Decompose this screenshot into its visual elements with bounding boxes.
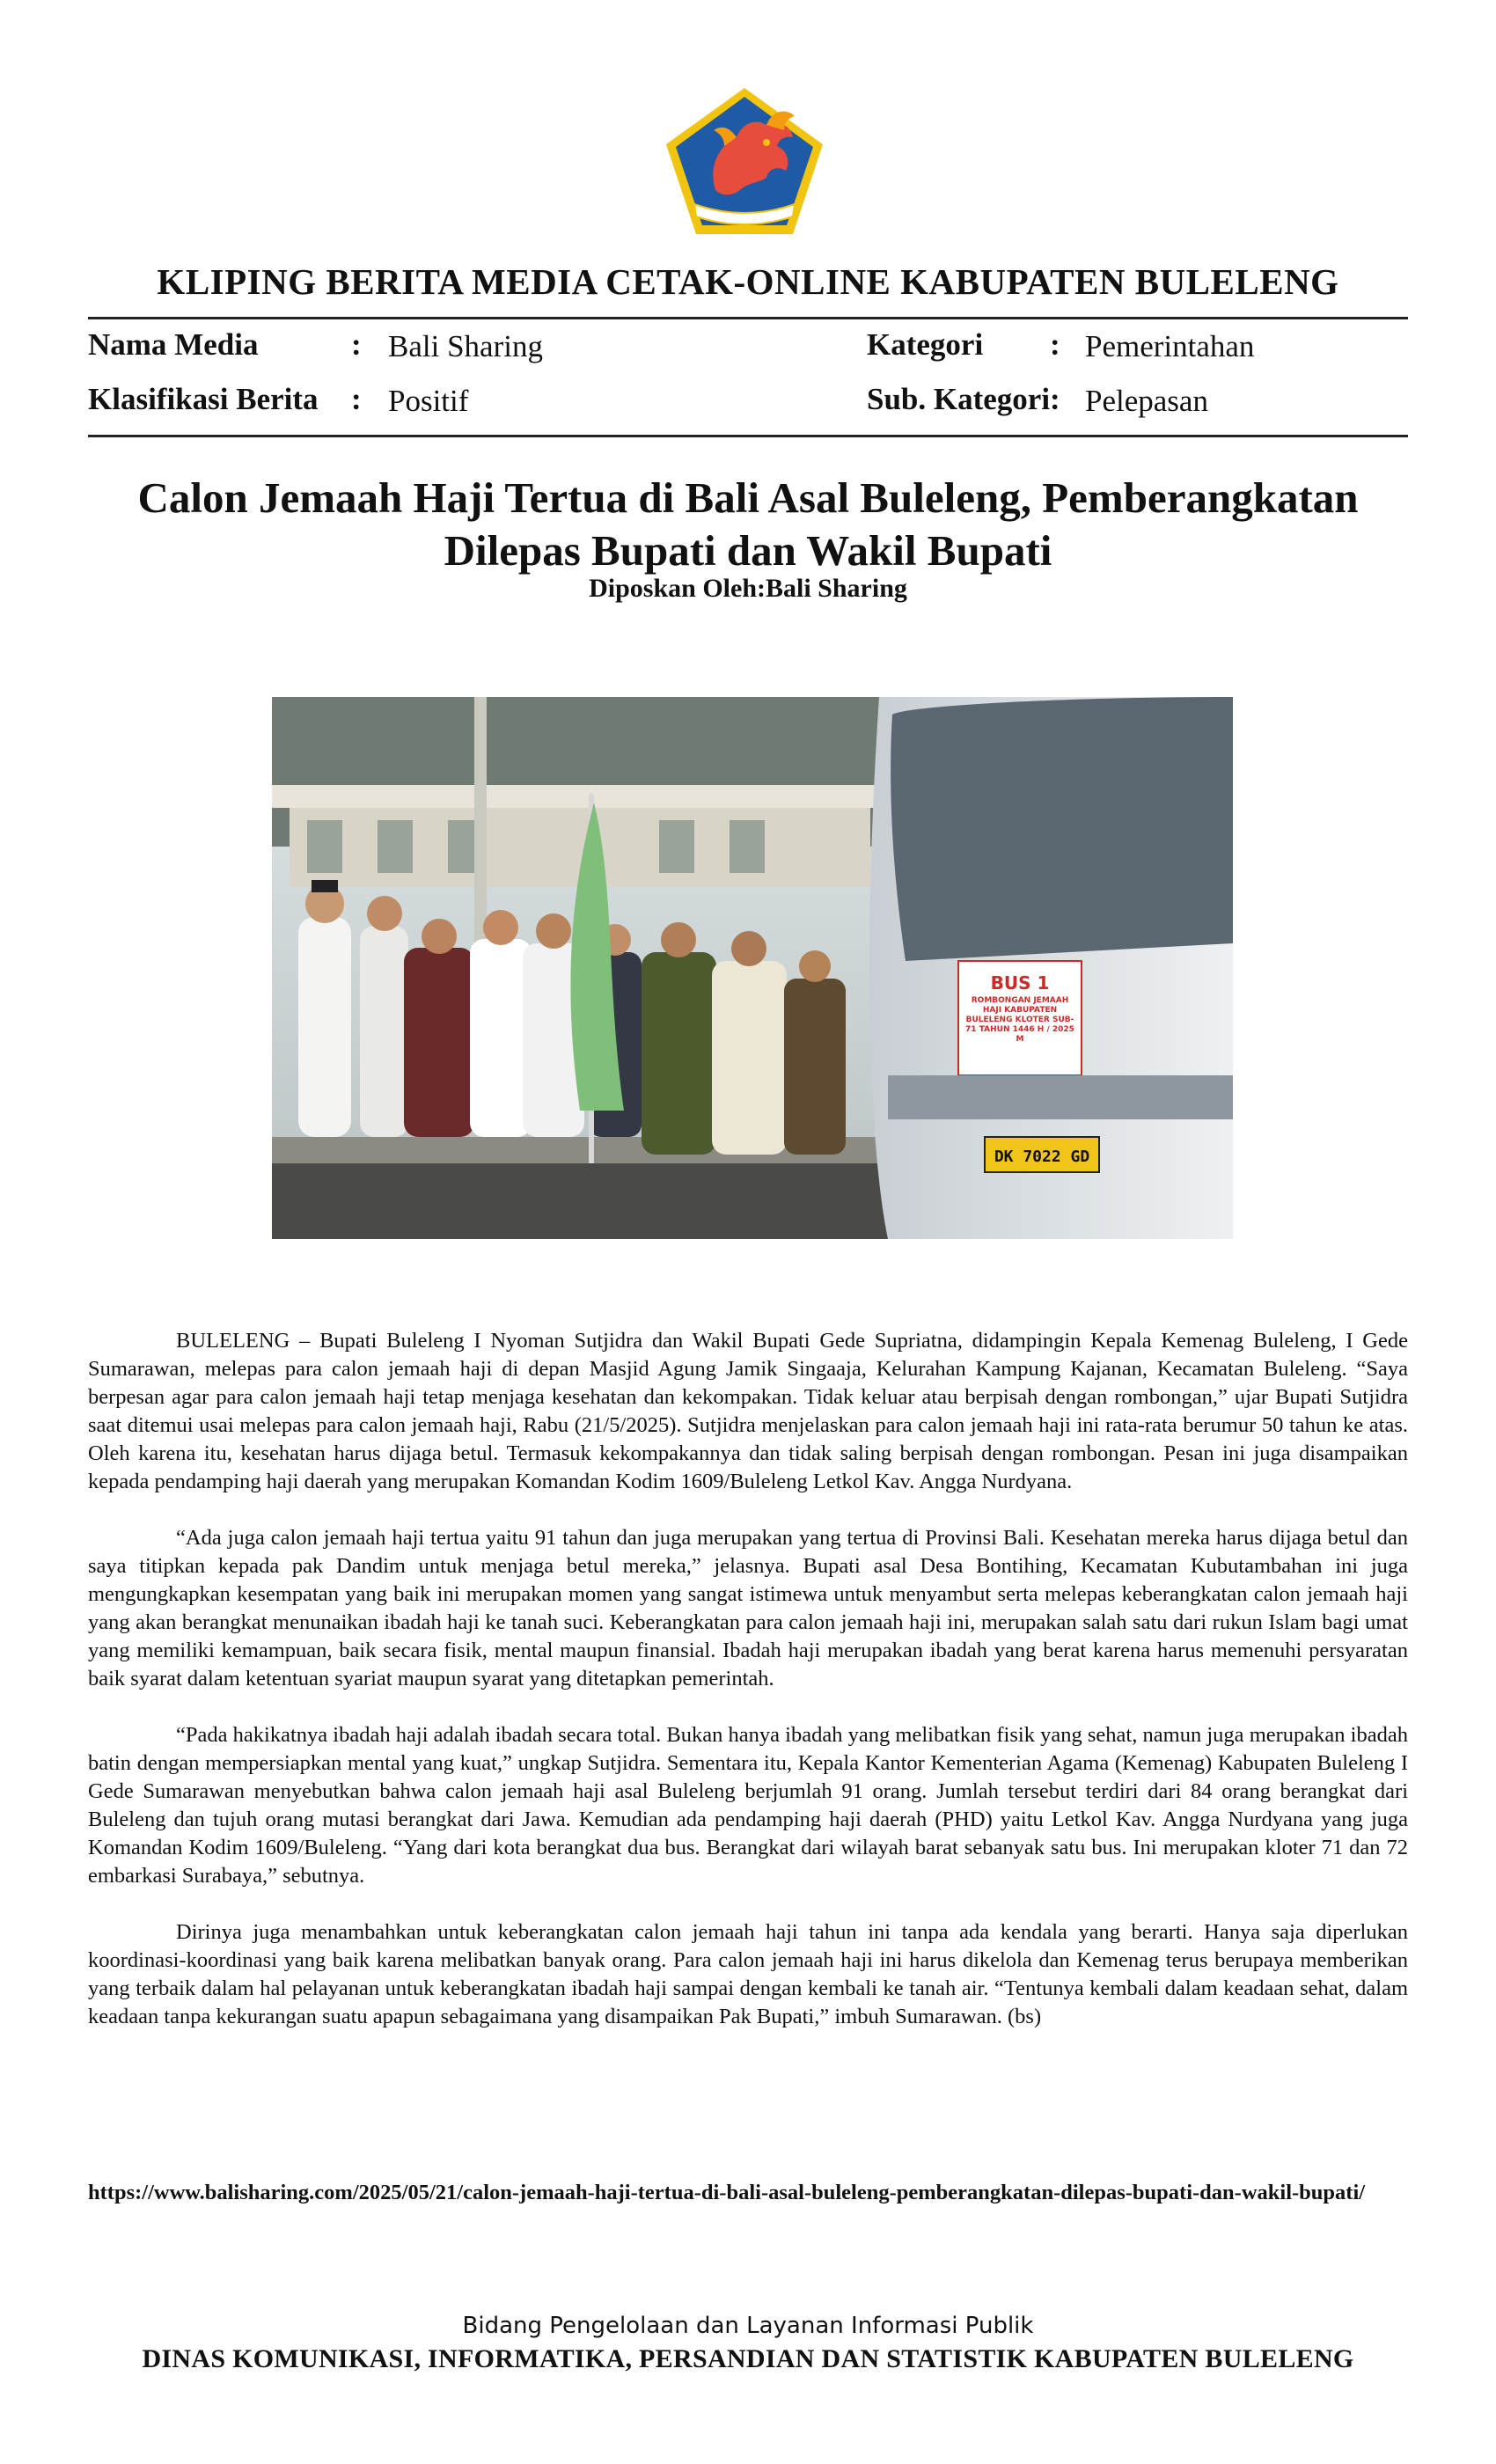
bus-sign-text: ROMBONGAN JEMAAH HAJI KABUPATEN BULELENG KLOTER SUB-71 TAHUN 1446 H / 2025 M (965, 996, 1074, 1044)
article-paragraph: “Pada hakikatnya ibadah haji adalah ibadah secara total. Bukan hanya ibadah yang melibatkan fisik yang sehat, namun juga merupakan ibadah batin dengan mempersiapkan mental yang kuat,” ungkap Sutjidra. Sementara itu, Kepala Kantor Kementerian Agama (Kemenag) Kabupaten Buleleng I Gede Sumarawan menyebutkan bahwa calon jemaah haji asal Buleleng berjumlah 91 orang. Jumlah tersebut terdiri dari 84 orang berangkat dari Buleleng dan tujuh orang mutasi berangkat dari Jawa. Kemudian ada pendamping haji daerah (PHD) yaitu Letkol Kav. Angga Nurdyana yang juga Komandan Kodim 1609/Buleleng. “Yang dari kota berangkat dua bus. Berangkat dari wilayah barat sebanyak satu bus. Ini merupakan kloter 71 dan 72 embarkasi Surabaya,” sebutnya. (88, 1723, 1408, 1888)
category-value: Pemerintahan (1085, 329, 1255, 363)
article-paragraph: “Ada juga calon jemaah haji tertua yaitu 91 tahun dan juga merupakan yang tertua di Provinsi Bali. Kesehatan mereka harus dijaga betul dan saya titipkan kepada pak Dandim untuk menjaga betul mereka,” jelasnya. Bupati asal Desa Bontihing, Kecamatan Kubutambahan ini juga mengungkapkan kesempatan yang baik ini merupakan momen yang sangat istimewa untuk menyambut serta melepas keberangkatan calon jemaah haji yang akan berangkat menunaikan ibadah haji ke tanah suci. Keberangkatan para calon jemaah haji ini, merupakan salah satu dari rukun Islam bagi umat yang memiliki kemampuan, baik secara fisik, mental maupun finansial. Ibadah haji merupakan ibadah yang berat karena harus memenuhi persyaratan baik syarat dalam ketentuan syariat maupun syarat yang ditetapkan pemerintah. (88, 1526, 1408, 1690)
article-photo (272, 697, 1233, 1239)
buleleng-regency-logo (663, 84, 826, 238)
subcategory-value: Pelepasan (1085, 384, 1208, 418)
pilgrim-departure-photo (272, 697, 1233, 1239)
colon: : (351, 382, 362, 416)
article-paragraph: Dirinya juga menambahkan untuk keberangkatan calon jemaah haji tahun ini tanpa ada kendala yang berarti. Hanya saja diperlukan koordinasi-koordinasi yang baik karena melibatkan banyak orang. Para calon jemaah haji ini harus dikelola dan Kemenag terus berupaya memberikan yang terbaik dalam hal pelayanan untuk keberangkatan ibadah haji sampai dengan kembali ke tanah air. “Tentunya kembali dalam keadaan sehat, dalam keadaan tanpa kekurangan suatu apapun sebagaimana yang disampaikan Pak Bupati,” imbuh Sumarawan. (bs) (88, 1920, 1408, 2028)
article-headline: Calon Jemaah Haji Tertua di Bali Asal Buleleng, Pemberangkatan Dilepas Bupati dan Wakil Bupati (137, 473, 1359, 575)
bus-plate: DK 7022 GD (994, 1148, 1090, 1166)
source-url-link[interactable]: https://www.balisharing.com/2025/05/21/calon-jemaah-haji-tertua-di-bali-asal-buleleng-pemberangkatan-dilepas-bupati-dan-wakil-bupati/ (88, 2181, 1366, 2204)
colon: : (1050, 327, 1060, 362)
colon: : (1050, 382, 1060, 416)
footer-agency: DINAS KOMUNIKASI, INFORMATIKA, PERSANDIAN DAN STATISTIK KABUPATEN BULELENG (142, 2344, 1354, 2373)
lion-emblem-icon (663, 84, 826, 238)
footer-department: Bidang Pengelolaan dan Layanan Informasi Publik (462, 2313, 1034, 2339)
article-paragraph: BULELENG – Bupati Buleleng I Nyoman Sutjidra dan Wakil Bupati Gede Supriatna, didampingin Kepala Kemenag Buleleng, I Gede Sumarawan, melepas para calon jemaah haji di depan Masjid Agung Jamik Singaaja, Kelurahan Kampung Kajanan, Kecamatan Buleleng. “Saya berpesan agar para calon jemaah haji tetap menjaga kesehatan dan kekompakan. Tidak keluar atau berpisah dengan rombongan,” ujar Bupati Sutjidra saat ditemui usai melepas para calon jemaah haji, Rabu (21/5/2025). Sutjidra menjelaskan para calon jemaah haji ini rata-rata berumur 50 tahun ke atas. Oleh karena itu, kesehatan harus dijaga betul. Termasuk kekompakannya dan tidak saling berpisah dengan rombongan. Pesan ini juga disampaikan kepada pendamping haji daerah yang merupakan Komandan Kodim 1609/Buleleng Letkol Kav. Angga Nurdyana. (88, 1329, 1408, 1493)
header-divider-bottom (88, 435, 1408, 437)
article-body (88, 1327, 1408, 2059)
colon: : (351, 327, 362, 362)
category-label: Kategori (867, 327, 984, 362)
classification-label: Klasifikasi Berita (88, 382, 319, 416)
media-name-label: Nama Media (88, 327, 259, 362)
header-divider-top (88, 317, 1408, 319)
bus-sign-title: BUS 1 (990, 972, 1050, 994)
kliping-header-title: KLIPING BERITA MEDIA CETAK-ONLINE KABUPATEN BULELENG (157, 261, 1339, 302)
classification-value: Positif (388, 384, 469, 418)
media-name-value: Bali Sharing (388, 329, 543, 363)
subcategory-label: Sub. Kategori (867, 382, 1051, 416)
posted-by: Diposkan Oleh:Bali Sharing (589, 574, 907, 603)
